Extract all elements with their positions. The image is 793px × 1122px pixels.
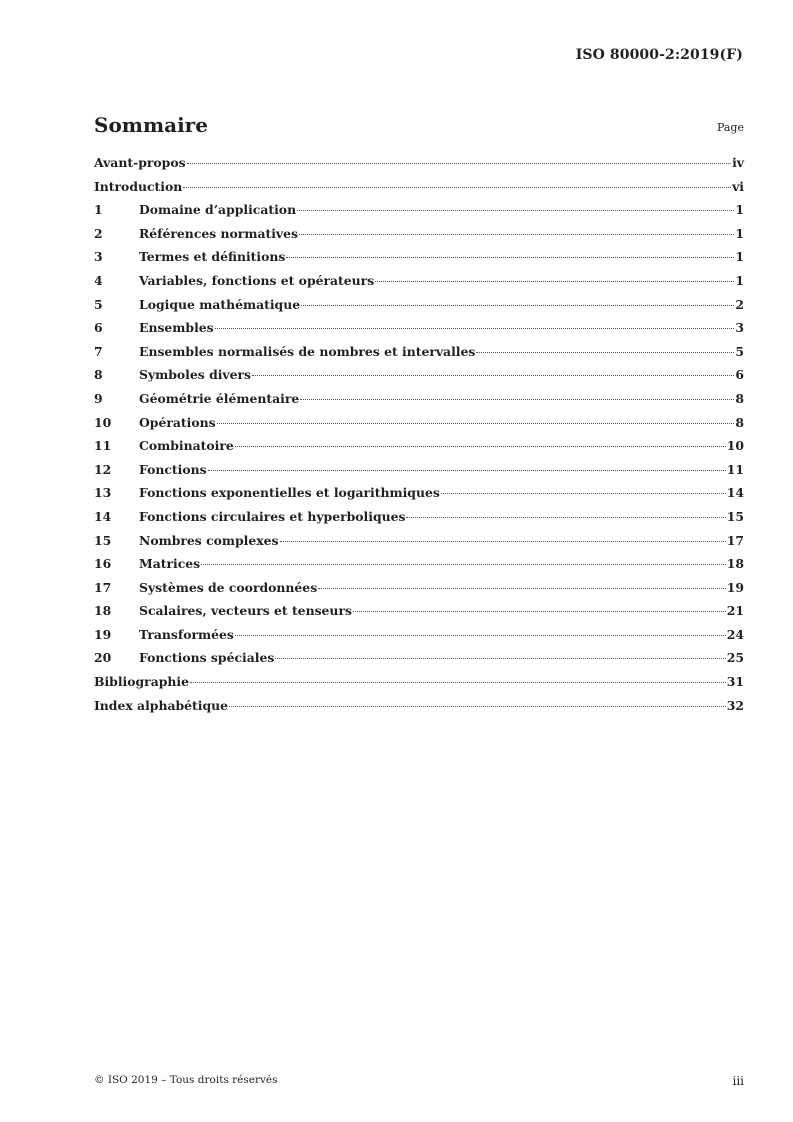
- toc-entry-number: 2: [94, 225, 103, 241]
- toc-entry-title: Ensembles normalisés de nombres et intervalles: [139, 343, 476, 359]
- toc-dot-leader: [476, 352, 734, 353]
- toc-entry[interactable]: [94, 415, 744, 439]
- toc-entry-page: 6: [735, 367, 744, 383]
- toc-entry-page: 32: [726, 697, 744, 713]
- toc-entry-number: 18: [94, 603, 112, 619]
- toc-entry-title: Scalaires, vecteurs et tenseurs: [139, 603, 352, 619]
- toc-entry-title: Références normatives: [139, 225, 298, 241]
- toc-entry-number: 14: [94, 508, 112, 524]
- toc-entry-page: 1: [735, 249, 744, 265]
- toc-dot-leader: [229, 706, 726, 707]
- toc-dot-leader: [353, 611, 726, 612]
- toc-dot-leader: [318, 588, 726, 589]
- toc-entry-title: Introduction: [94, 178, 183, 194]
- toc-entry-page: 3: [735, 320, 744, 336]
- toc-dot-leader: [187, 163, 732, 164]
- toc-dot-leader: [235, 446, 726, 447]
- toc-dot-leader: [300, 399, 734, 400]
- toc-entry[interactable]: [94, 226, 744, 250]
- toc-entry-title: Systèmes de coordonnées: [139, 579, 318, 595]
- toc-entry-page: 1: [735, 225, 744, 241]
- toc-entry-title: Fonctions circulaires et hyperboliques: [139, 508, 406, 524]
- toc-entry-page: 1: [735, 272, 744, 288]
- toc-entry[interactable]: [94, 273, 744, 297]
- toc-entry[interactable]: [94, 391, 744, 415]
- toc-entry-page: 21: [726, 603, 744, 619]
- toc-dot-leader: [286, 257, 734, 258]
- toc-entry-number: 16: [94, 556, 112, 572]
- toc-entry-page: 24: [726, 626, 744, 642]
- toc-entry-title: Opérations: [139, 414, 216, 430]
- toc-dot-leader: [280, 541, 726, 542]
- toc-entry-number: 8: [94, 367, 103, 383]
- toc-entry-page: iv: [732, 155, 744, 170]
- toc-entry[interactable]: [94, 320, 744, 344]
- toc-entry[interactable]: [94, 438, 744, 462]
- toc-entry-page: 10: [726, 438, 744, 454]
- toc-entry-title: Nombres complexes: [139, 532, 279, 548]
- toc-dot-leader: [252, 375, 734, 376]
- toc-entry[interactable]: [94, 202, 744, 226]
- toc-entry[interactable]: [94, 650, 744, 674]
- toc-entry-page: 15: [726, 508, 744, 524]
- copyright-notice: © ISO 2019 – Tous droits réservés: [94, 1074, 278, 1086]
- toc-entry[interactable]: [94, 533, 744, 557]
- toc-entry[interactable]: [94, 297, 744, 321]
- toc-entry-title: Fonctions: [139, 461, 207, 477]
- toc-entry-page: 5: [735, 343, 744, 359]
- toc-entry-title: Transformées: [139, 626, 234, 642]
- toc-entry-page: 1: [735, 202, 744, 218]
- toc-entry-page: 8: [735, 390, 744, 406]
- toc-entry-page: vi: [732, 178, 744, 194]
- toc-entry-number: 1: [94, 202, 103, 218]
- toc-entry-page: 25: [726, 650, 744, 666]
- toc-dot-leader: [217, 423, 735, 424]
- toc-entry-number: 20: [94, 650, 112, 666]
- toc-entry[interactable]: [94, 698, 744, 722]
- toc-entry-title: Logique mathématique: [139, 296, 301, 312]
- toc-entry-number: 5: [94, 296, 103, 312]
- toc-entry[interactable]: [94, 344, 744, 368]
- toc-dot-leader: [201, 564, 726, 565]
- toc-entry[interactable]: [94, 603, 744, 627]
- toc-entry-page: 17: [726, 532, 744, 548]
- toc-entry-title: Domaine d’application: [139, 202, 297, 218]
- toc-entry[interactable]: [94, 627, 744, 651]
- toc-dot-leader: [190, 682, 726, 683]
- toc-entry-number: 15: [94, 532, 112, 548]
- toc-dot-leader: [406, 517, 725, 518]
- toc-entry[interactable]: [94, 674, 744, 698]
- document-reference: ISO 80000-2:2019(F): [575, 47, 743, 63]
- toc-entry-page: 11: [726, 461, 744, 477]
- toc-entry[interactable]: [94, 249, 744, 273]
- toc-dot-leader: [441, 493, 726, 494]
- toc-entry-title: Géométrie élémentaire: [139, 390, 300, 406]
- page-number: iii: [732, 1074, 744, 1088]
- toc-dot-leader: [375, 281, 734, 282]
- toc-entry[interactable]: [94, 462, 744, 486]
- toc-entry-title: Matrices: [139, 556, 201, 572]
- toc-entry-number: 3: [94, 249, 103, 265]
- toc-entry[interactable]: [94, 580, 744, 604]
- toc-entry[interactable]: [94, 155, 744, 179]
- toc-entry-title: Fonctions spéciales: [139, 650, 275, 666]
- toc-entry[interactable]: [94, 509, 744, 533]
- toc-entry-title: Termes et définitions: [139, 249, 286, 265]
- toc-dot-leader: [275, 658, 725, 659]
- toc-entry-number: 13: [94, 485, 112, 501]
- toc-dot-leader: [215, 328, 735, 329]
- toc-entry-page: 2: [735, 296, 744, 312]
- toc-header: [94, 113, 744, 137]
- toc-title: Sommaire: [94, 113, 208, 137]
- toc-entry-title: Bibliographie: [94, 674, 190, 690]
- toc-entry-number: 17: [94, 579, 112, 595]
- toc-entry-title: Fonctions exponentielles et logarithmiques: [139, 485, 440, 501]
- toc-entry[interactable]: [94, 179, 744, 203]
- toc-entry-title: Variables, fonctions et opérateurs: [139, 272, 375, 288]
- toc-entry-page: 8: [735, 414, 744, 430]
- toc-dot-leader: [299, 234, 734, 235]
- toc-dot-leader: [235, 635, 726, 636]
- page-footer: [94, 1074, 744, 1088]
- toc-entry-page: 19: [726, 579, 744, 595]
- toc-entry[interactable]: [94, 485, 744, 509]
- toc-dot-leader: [297, 210, 734, 211]
- toc-dot-leader: [208, 470, 726, 471]
- toc-entry-number: 7: [94, 343, 103, 359]
- toc-entry-title: Symboles divers: [139, 367, 252, 383]
- table-of-contents: [94, 155, 744, 721]
- page-column-label: Page: [716, 121, 744, 134]
- toc-entry-number: 6: [94, 320, 103, 336]
- toc-entry-number: 10: [94, 414, 112, 430]
- toc-entry-title: Avant-propos: [94, 155, 186, 170]
- toc-entry-title: Index alphabétique: [94, 697, 229, 713]
- toc-entry-page: 14: [726, 485, 744, 501]
- toc-entry-number: 11: [94, 438, 112, 454]
- toc-entry-number: 12: [94, 461, 112, 477]
- toc-entry-title: Ensembles: [139, 320, 214, 336]
- toc-entry[interactable]: [94, 556, 744, 580]
- toc-entry-title: Combinatoire: [139, 438, 234, 454]
- toc-entry-number: 4: [94, 272, 103, 288]
- toc-dot-leader: [183, 187, 731, 188]
- toc-entry[interactable]: [94, 367, 744, 391]
- toc-entry-number: 19: [94, 626, 112, 642]
- toc-dot-leader: [301, 305, 734, 306]
- toc-entry-page: 18: [726, 556, 744, 572]
- toc-entry-number: 9: [94, 390, 103, 406]
- toc-entry-page: 31: [726, 674, 744, 690]
